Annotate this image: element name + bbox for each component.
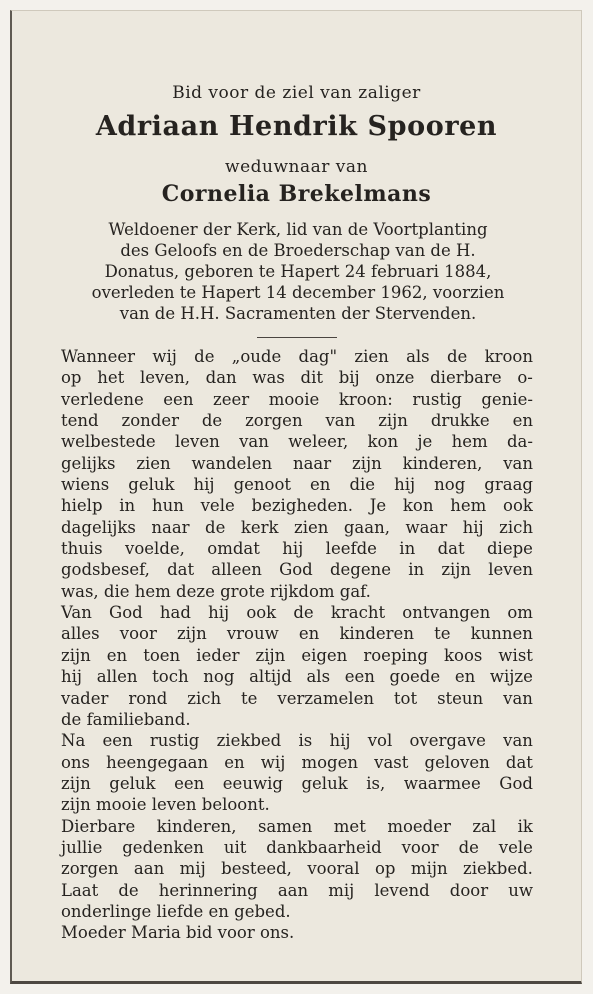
word: zich [187,688,222,708]
word: met [333,816,366,836]
word: zorgen [245,411,303,431]
word: kerk [240,517,279,537]
text-line [61,602,533,623]
word: is [298,731,313,751]
word: vooral [307,859,360,879]
word: geluk [109,773,156,793]
section-divider [257,337,337,338]
word: kroon: [338,389,393,409]
word: drukke [430,411,490,431]
word: kunnen [470,624,533,644]
text-line-content: was, die hem deze grote rijkdom gaf. [61,581,371,601]
word: dankbaarheid [266,837,382,857]
word: kroon [484,347,533,366]
word: dagelijks [61,517,136,537]
word: op [374,859,396,879]
text-line [61,581,533,602]
word: graag [484,475,533,495]
word: dan [205,368,237,388]
word: op [61,368,82,388]
word: mooie [268,389,320,409]
word: geloven [424,752,490,772]
word: diepe [486,539,533,559]
text-line-content: Moeder Maria bid voor ons. [61,923,295,943]
text-line [61,431,533,452]
word: thuis [61,539,103,559]
word: nog [434,475,466,495]
word: hem [450,496,487,516]
word: een [102,731,133,751]
word: zorgen [61,859,119,879]
word: die [349,475,376,495]
word: toch [152,667,189,687]
word: weleer, [288,432,349,452]
word: alleen [211,560,262,580]
word: genoot [233,475,292,495]
text-line [61,922,533,943]
word: in [399,539,416,559]
biography-line: overleden te Hapert 14 december 1962, voorzien [91,283,505,302]
text-line [61,495,533,516]
text-line-content: onderlinge liefde en gebed. [61,901,291,921]
biography-line: des Geloofs en de Broederschap van de H. [120,241,476,260]
deceased-name: Adriaan Hendrik Spooren [95,111,498,142]
text-line [61,410,533,431]
word: hij [61,667,83,687]
word: ook [246,603,277,623]
word: mogen [301,752,358,772]
word: omdat [207,539,260,559]
word: Na [61,731,86,751]
word: samen [257,816,313,836]
word: door [449,880,489,900]
biography-line: Donatus, geboren te Hapert 24 februari 1884, [104,262,492,281]
widower-label: weduwnaar van [225,157,368,177]
biography-line: van de H.H. Sacramenten der Stervenden. [119,304,477,323]
word: mijn [410,859,448,879]
word: wij [152,347,177,366]
word: kinderen, [402,453,483,473]
word: tend [61,411,99,431]
word: gelijks [61,453,116,473]
memorial-text [61,346,533,944]
word: verledene [61,389,144,409]
word: zich [499,517,533,537]
word: hij [208,603,230,623]
word: te [241,688,258,708]
word: en [106,645,128,665]
word: steun [437,688,484,708]
prayer-intro: Bid voor de ziel van zaliger [172,83,421,103]
word: zijn [352,453,382,473]
word: van [503,453,533,473]
word: gaan, [343,517,390,537]
word: zijn [61,773,91,793]
word: de [458,837,479,857]
text-line [61,623,533,644]
text-line [61,837,533,858]
word: mij [328,880,355,900]
word: nog [203,667,235,687]
word: dat [167,560,195,580]
word: Dierbare [61,816,136,836]
biography-line: Weldoener der Kerk, lid van de Voortplanting [108,220,488,239]
word: zijn [176,624,207,644]
word: herinnering [158,880,258,900]
word: jullie [61,837,103,857]
text-line [61,538,533,559]
text-line [61,688,533,709]
word: de [293,603,314,623]
word: kinderen, [156,816,237,836]
word: bezigheden. [251,496,353,516]
word: de [446,347,468,366]
word: bij [338,368,360,388]
word: besteed, [221,859,292,879]
text-line [61,730,533,751]
word: zijn [255,645,286,665]
word: zien [294,517,329,537]
word: de [205,517,226,537]
word: en [298,624,320,644]
word: zijn [441,560,472,580]
word: kinderen [339,624,414,644]
word: Je [369,496,387,516]
word: tot [393,688,418,708]
word: ziekbed [216,731,282,751]
word: goede [389,667,441,687]
word: aan [133,859,165,879]
word: waar [405,517,448,537]
word: de [118,880,139,900]
word: roeping [363,645,428,665]
word: dit [300,368,323,388]
word: God [279,560,313,580]
word: mij [179,859,206,879]
word: de [194,347,215,366]
word: overgave [409,731,486,751]
word: vol [367,731,393,751]
text-line [61,709,533,730]
text-line [61,474,533,495]
word: zonder [121,411,179,431]
word: een [344,667,375,687]
word: wij [260,752,286,772]
word: eeuwig [222,773,283,793]
word: zien [354,347,389,366]
word: allen [96,667,138,687]
word: Laat [61,880,99,900]
word: heengegaan [106,752,209,772]
word: rond [128,688,168,708]
word: wiens [61,475,110,495]
word: vrouw [226,624,279,644]
text-line [61,794,533,815]
spouse-name: Cornelia Brekelmans [161,181,432,207]
word: was [252,368,285,388]
word: wijze [489,667,533,687]
word: als [406,347,430,366]
word: als [306,667,331,687]
word: ontvangen [402,603,491,623]
word: zijn [61,645,91,665]
word: alles [61,624,100,644]
word: hem [451,432,488,452]
word: vast [374,752,409,772]
word: een [163,389,194,409]
word: en [310,475,331,495]
text-line [61,880,533,901]
word: naar [151,517,190,537]
word: zien [136,453,171,473]
text-line [61,816,533,837]
word: aan [277,880,309,900]
word: en [224,752,245,772]
text-line-content: de familieband. [61,709,191,729]
text-line [61,517,533,538]
word: dat [505,752,533,772]
word: is, [366,773,386,793]
word: dag" [298,347,338,366]
word: hij [394,475,416,495]
word: een [174,773,205,793]
word: toen [143,645,181,665]
word: leven, [139,368,190,388]
word: da- [506,432,533,452]
word: kon [402,496,434,516]
text-line [61,346,533,367]
word: koos [444,645,483,665]
word: voor [401,837,439,857]
word: godsbesef, [61,560,150,580]
word: Van [61,603,92,623]
text-line [61,752,533,773]
word: hij [193,475,215,495]
word: voor [119,624,157,644]
word: vele [498,837,533,857]
word: en [512,411,533,431]
text-line-content: zijn mooie leven beloont. [61,795,270,815]
word: altijd [249,667,292,687]
word: wist [498,645,533,665]
word: van [325,411,356,431]
word: gedenken [122,837,204,857]
word: ons [61,752,91,772]
word: hielp [61,496,103,516]
word: hij [329,731,351,751]
word: „oude [231,347,282,366]
text-line [61,773,533,794]
word: in [119,496,136,516]
word: zeer [213,389,250,409]
text-line [61,666,533,687]
word: eigen [301,645,348,665]
word: vader [61,688,109,708]
word: Wanneer [61,347,136,366]
word: ziekbed. [463,859,533,879]
word: degene [329,560,391,580]
word: je [417,432,433,452]
word: had [159,603,191,623]
text-line [61,453,533,474]
word: onze [375,368,415,388]
word: wandelen [191,453,273,473]
word: vele [200,496,235,516]
word: van [503,688,533,708]
word: leven [488,560,533,580]
word: van [239,432,269,452]
text-line [61,858,533,879]
word: welbestede [61,432,156,452]
word: waarmee [403,773,481,793]
word: verzamelen [277,688,374,708]
word: uit [223,837,247,857]
word: God [499,773,533,793]
word: om [507,603,533,623]
word: dierbare [430,368,502,388]
word: zijn [378,411,408,431]
biography [52,219,544,324]
word: hij [282,539,304,559]
word: kracht [330,603,386,623]
word: God [109,603,143,623]
word: de [201,411,223,431]
word: genie- [481,389,533,409]
word: dat [437,539,465,559]
word: en [454,667,476,687]
word: moeder [387,816,451,836]
word: levend [374,880,430,900]
text-line [61,559,533,580]
word: in [408,560,425,580]
word: rustig [412,389,462,409]
word: o- [517,368,533,388]
text-line [61,367,533,388]
word: ook [503,496,533,516]
word: voelde, [125,539,185,559]
word: te [434,624,451,644]
word: hij [462,517,484,537]
word: zal [472,816,497,836]
word: ik [517,816,533,836]
memorial-card [10,10,582,984]
word: hun [151,496,184,516]
word: leven [175,432,220,452]
word: geluk [128,475,175,495]
text-line [61,901,533,922]
word: van [503,731,533,751]
word: uw [508,880,533,900]
word: het [97,368,125,388]
word: leefde [325,539,377,559]
word: geluk [301,773,348,793]
word: naar [292,453,332,473]
word: rustig [149,731,200,751]
word: ieder [196,645,240,665]
word: kon [367,432,399,452]
text-line [61,645,533,666]
text-line [61,389,533,410]
